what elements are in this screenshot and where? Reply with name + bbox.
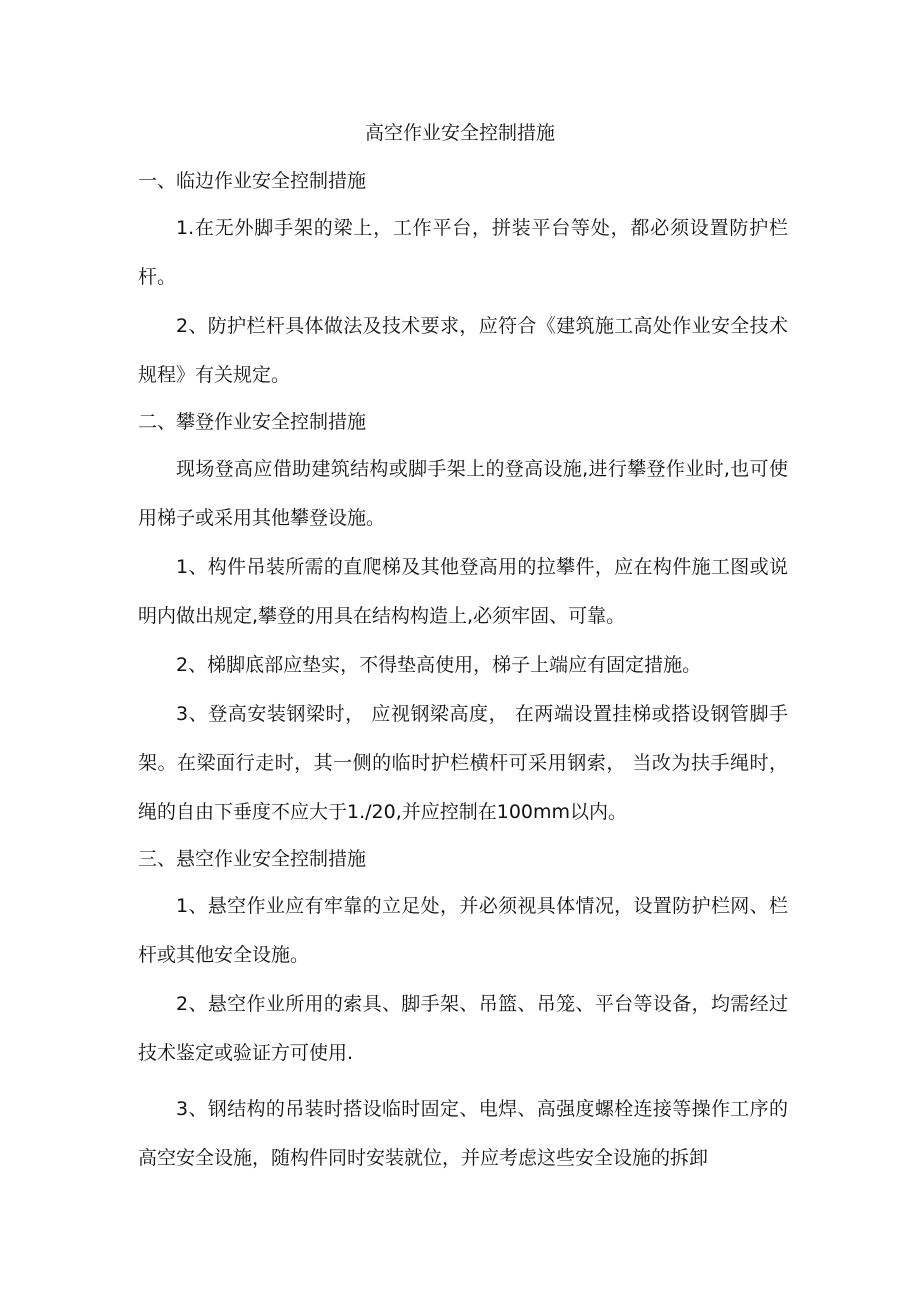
paragraph-2-3: 2、梯脚底部应垫实，不得垫高使用，梯子上端应有固定措施。 [176,654,702,676]
paragraph-1-1: 1.在无外脚手架的梁上，工作平台，拼装平台等处，都必须设置防护栏杆。 [138,217,788,288]
paragraph-3-2: 2、悬空作业所用的索具、脚手架、吊篮、吊笼、平台等设备，均需经过技术鉴定或验证方可使用. [138,993,788,1064]
paragraph-1-2: 2、防护栏杆具体做法及技术要求，应符合《建筑施工高处作业安全技术规程》有关规定。 [138,315,788,386]
section-heading-3: 三、悬空作业安全控制措施 [138,848,367,870]
paragraph-3-1: 1、悬空作业应有牢靠的立足处，并必须视具体情况，设置防护栏网、栏杆或其他安全设施。 [138,895,788,966]
paragraph-3-3: 3、钢结构的吊装时搭设临时固定、电焊、高强度螺栓连接等操作工序的高空安全设施，随构件同时安装就位，并应考虑这些安全设施的拆卸 [138,1098,788,1169]
paragraph-2-1: 现场登高应借助建筑结构或脚手架上的登高设施,进行攀登作业时,也可使用梯子或采用其他攀登设施。 [138,458,788,529]
section-heading-1: 一、临边作业安全控制措施 [138,170,367,192]
section-heading-2: 二、攀登作业安全控制措施 [138,411,367,433]
document-title: 高空作业安全控制措施 [364,122,555,144]
paragraph-2-2: 1、构件吊装所需的直爬梯及其他登高用的拉攀件，应在构件施工图或说明内做出规定,攀登的用具在结构构造上,必须牢固、可靠。 [138,556,788,627]
paragraph-2-4: 3、登高安装钢梁时， 应视钢梁高度， 在两端设置挂梯或搭设钢管脚手架。在梁面行走时，其一侧的临时护栏横杆可采用钢索， 当改为扶手绳时， 绳的自由下垂度不应大于1./20,并应控制在100mm以内。 [138,703,788,823]
